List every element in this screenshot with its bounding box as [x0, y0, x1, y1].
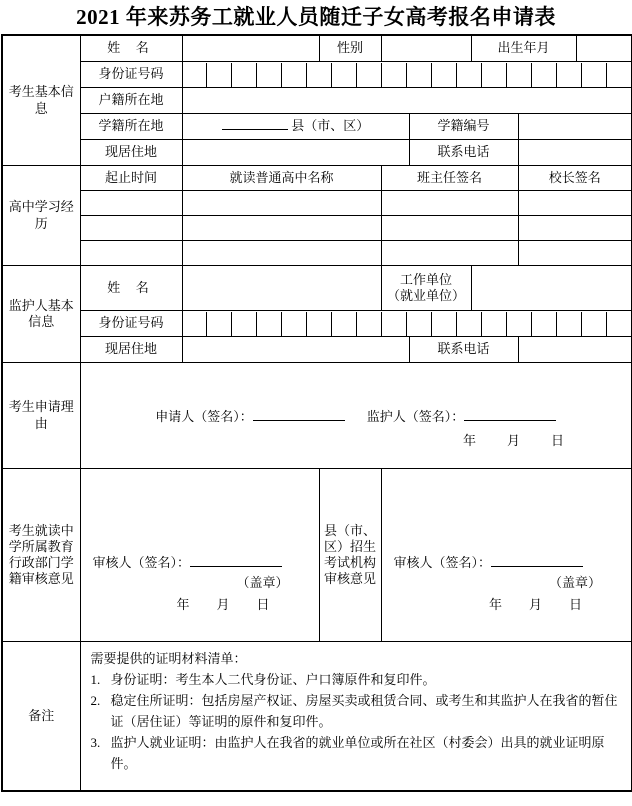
id-cell[interactable] — [457, 63, 482, 87]
school-audit-date-line — [81, 597, 319, 613]
county-audit-content — [382, 555, 632, 613]
table-row — [2, 241, 632, 266]
county-audit-signature-line — [382, 555, 632, 571]
section-label-application-reason: 考生申请理由 — [2, 363, 80, 469]
school-registration-suffix: 县（市、区） — [291, 118, 370, 134]
highschool-school-name-value[interactable] — [182, 241, 381, 266]
section-label-county-audit: 县（市、区）招生考试机构审核意见 — [319, 469, 381, 642]
id-cell[interactable] — [332, 63, 357, 87]
county-audit-date-line — [382, 597, 632, 613]
student-birth-label: 出生年月 — [471, 35, 576, 62]
student-id-cell-strip[interactable] — [183, 63, 632, 87]
county-audit-date-day[interactable]: 日 — [569, 596, 583, 612]
student-name-value[interactable] — [182, 35, 319, 62]
remarks-row — [2, 642, 632, 792]
id-cell[interactable] — [232, 312, 257, 336]
guardian-id-row — [2, 311, 632, 337]
id-cell[interactable] — [332, 312, 357, 336]
id-cell[interactable] — [183, 63, 208, 87]
application-date-year[interactable]: 年 — [463, 433, 477, 449]
section-label-guardian-info: 监护人基本信息 — [2, 266, 80, 363]
application-date-line — [81, 433, 632, 449]
guardian-name-row — [2, 266, 632, 311]
table-row — [2, 191, 632, 216]
id-cell[interactable] — [507, 63, 532, 87]
application-reason-content — [81, 409, 632, 469]
highschool-school-name-value[interactable] — [182, 216, 381, 241]
remarks-item-number: 2. — [90, 693, 101, 709]
id-cell[interactable] — [557, 63, 582, 87]
id-cell[interactable] — [582, 63, 607, 87]
guardian-signature-field[interactable] — [464, 409, 556, 421]
guardian-phone-value[interactable] — [518, 337, 632, 363]
guardian-work-unit-value[interactable] — [471, 266, 632, 311]
guardian-residence-label: 现居住地 — [80, 337, 182, 363]
county-audit-body[interactable] — [381, 469, 632, 642]
id-cell[interactable] — [482, 63, 507, 87]
id-cell[interactable] — [282, 63, 307, 87]
school-audit-content — [81, 555, 319, 642]
id-cell[interactable] — [307, 63, 332, 87]
highschool-header-school-name: 就读普通高中名称 — [182, 166, 381, 191]
highschool-teacher-sign-value[interactable] — [381, 216, 518, 241]
student-phone-label: 联系电话 — [409, 140, 518, 166]
school-audit-stamp-label: （盖章） — [236, 575, 289, 591]
section-label-remarks: 备注 — [2, 642, 80, 792]
guardian-id-cells[interactable] — [182, 311, 632, 337]
id-cell[interactable] — [257, 312, 282, 336]
student-gender-value[interactable] — [381, 35, 471, 62]
id-cell[interactable] — [582, 312, 607, 336]
school-registration-label: 学籍所在地 — [80, 114, 182, 140]
remarks-item-number: 3. — [90, 735, 101, 751]
school-registration-value[interactable] — [182, 114, 409, 140]
student-hukou-label: 户籍所在地 — [80, 88, 182, 114]
guardian-sign-label: 监护人（签名）： — [366, 409, 465, 424]
page-title: 2021 年来苏务工就业人员随迁子女高考报名申请表 — [76, 5, 556, 29]
application-form-table — [1, 34, 632, 792]
audit-opinions-row — [2, 469, 632, 642]
id-cell[interactable] — [507, 312, 532, 336]
school-audit-reviewer-label: 审核人（签名）： — [92, 555, 191, 570]
student-id-cells[interactable] — [182, 62, 632, 88]
county-audit-reviewer-label: 审核人（签名）： — [393, 555, 492, 570]
id-cell[interactable] — [607, 312, 631, 336]
guardian-residence-value[interactable] — [182, 337, 409, 363]
student-residence-label: 现居住地 — [80, 140, 182, 166]
application-date-month[interactable]: 月 — [507, 433, 521, 449]
id-cell[interactable] — [382, 63, 407, 87]
highschool-header-period: 起止时间 — [80, 166, 182, 191]
school-registration-number-label: 学籍编号 — [409, 114, 518, 140]
county-audit-stamp-label: （盖章） — [549, 575, 602, 591]
application-date-day[interactable]: 日 — [551, 433, 565, 449]
id-cell[interactable] — [532, 312, 557, 336]
guardian-phone-label: 联系电话 — [409, 337, 518, 363]
highschool-header-principal-sign: 校长签名 — [518, 166, 632, 191]
student-birth-value[interactable] — [576, 35, 632, 62]
id-cell[interactable] — [407, 63, 432, 87]
id-cell[interactable] — [232, 63, 257, 87]
highschool-principal-sign-value[interactable] — [518, 216, 632, 241]
application-reason-row — [2, 363, 632, 469]
section-label-school-audit: 考生就读中学所属教育行政部门学籍审核意见 — [2, 469, 80, 642]
student-id-row — [2, 62, 632, 88]
highschool-header-teacher-sign: 班主任签名 — [381, 166, 518, 191]
applicant-sign-label: 申请人（签名）： — [155, 409, 253, 424]
school-registration-number-value[interactable] — [518, 114, 632, 140]
guardian-name-label: 姓 名 — [80, 266, 182, 311]
student-school-registration-row — [2, 114, 632, 140]
school-registration-blank-line[interactable] — [222, 118, 288, 130]
school-audit-signature-line — [81, 555, 319, 571]
school-audit-date-year[interactable]: 年 — [176, 596, 190, 612]
highschool-period-value[interactable] — [80, 191, 182, 216]
id-cell[interactable] — [307, 312, 332, 336]
school-audit-date-month[interactable]: 月 — [216, 596, 230, 612]
table-row — [2, 216, 632, 241]
id-cell[interactable] — [457, 312, 482, 336]
application-signature-line — [81, 409, 632, 425]
id-cell[interactable] — [432, 312, 457, 336]
highschool-header-row — [2, 166, 632, 191]
student-residence-row — [2, 140, 632, 166]
student-name-label: 姓 名 — [80, 35, 182, 62]
id-cell[interactable] — [207, 63, 232, 87]
guardian-residence-row — [2, 337, 632, 363]
applicant-signature-field[interactable] — [253, 409, 345, 421]
id-cell[interactable] — [183, 312, 208, 336]
school-audit-signature-field[interactable] — [190, 555, 282, 567]
county-audit-signature-field[interactable] — [491, 555, 583, 567]
highschool-period-value[interactable] — [80, 216, 182, 241]
county-audit-date-month[interactable]: 月 — [529, 596, 543, 612]
student-phone-value[interactable] — [518, 140, 632, 166]
id-cell[interactable] — [407, 312, 432, 336]
guardian-id-label: 身份证号码 — [80, 311, 182, 337]
list-item — [91, 732, 624, 774]
id-cell[interactable] — [357, 312, 382, 336]
student-id-label: 身份证号码 — [80, 62, 182, 88]
school-audit-date-day[interactable]: 日 — [256, 596, 270, 612]
county-audit-date-year[interactable]: 年 — [489, 596, 503, 612]
remarks-item-text: 监护人就业证明：由监护人在我省的就业单位或所在社区（村委会）出具的就业证明原件。 — [110, 735, 605, 772]
remarks-item-text: 身份证明：考生本人二代身份证、户口簿原件和复印件。 — [110, 672, 436, 688]
highschool-principal-sign-value[interactable] — [518, 191, 632, 216]
highschool-teacher-sign-value[interactable] — [381, 191, 518, 216]
id-cell[interactable] — [207, 312, 232, 336]
student-residence-value[interactable] — [182, 140, 409, 166]
guardian-work-unit-label-line2: （就业单位） — [386, 288, 465, 303]
student-name-row — [2, 35, 632, 62]
id-cell[interactable] — [357, 63, 382, 87]
id-cell[interactable] — [257, 63, 282, 87]
highschool-teacher-sign-value[interactable] — [381, 241, 518, 266]
guardian-work-unit-label — [381, 266, 471, 311]
id-cell[interactable] — [282, 312, 307, 336]
id-cell[interactable] — [607, 63, 631, 87]
highschool-period-value[interactable] — [80, 241, 182, 266]
id-cell[interactable] — [532, 63, 557, 87]
student-hukou-row — [2, 88, 632, 114]
guardian-id-cell-strip[interactable] — [183, 312, 632, 336]
id-cell[interactable] — [432, 63, 457, 87]
remarks-title: 需要提供的证明材料清单： — [90, 651, 247, 666]
remarks-list — [91, 669, 624, 774]
remarks-item-text: 稳定住所证明：包括房屋产权证、房屋买卖或租赁合同、或考生和其监护人在我省的暂住证（居住证）等证明的原件和复印件。 — [110, 693, 618, 730]
guardian-work-unit-label-line1: 工作单位 — [399, 271, 452, 287]
id-cell[interactable] — [382, 312, 407, 336]
highschool-principal-sign-value[interactable] — [518, 241, 632, 266]
student-hukou-value[interactable] — [182, 88, 632, 114]
application-reason-body[interactable] — [80, 363, 632, 469]
section-label-highschool: 高中学习经历 — [2, 166, 80, 266]
guardian-name-value[interactable] — [182, 266, 381, 311]
remarks-body — [80, 642, 632, 792]
section-label-student-info: 考生基本信息 — [2, 35, 80, 166]
id-cell[interactable] — [557, 312, 582, 336]
remarks-item-number: 1. — [90, 672, 101, 688]
list-item — [91, 690, 624, 732]
list-item — [91, 669, 624, 690]
highschool-school-name-value[interactable] — [182, 191, 381, 216]
remarks-content — [81, 642, 632, 780]
id-cell[interactable] — [482, 312, 507, 336]
school-audit-body[interactable] — [80, 469, 319, 642]
student-gender-label: 性别 — [319, 35, 381, 62]
